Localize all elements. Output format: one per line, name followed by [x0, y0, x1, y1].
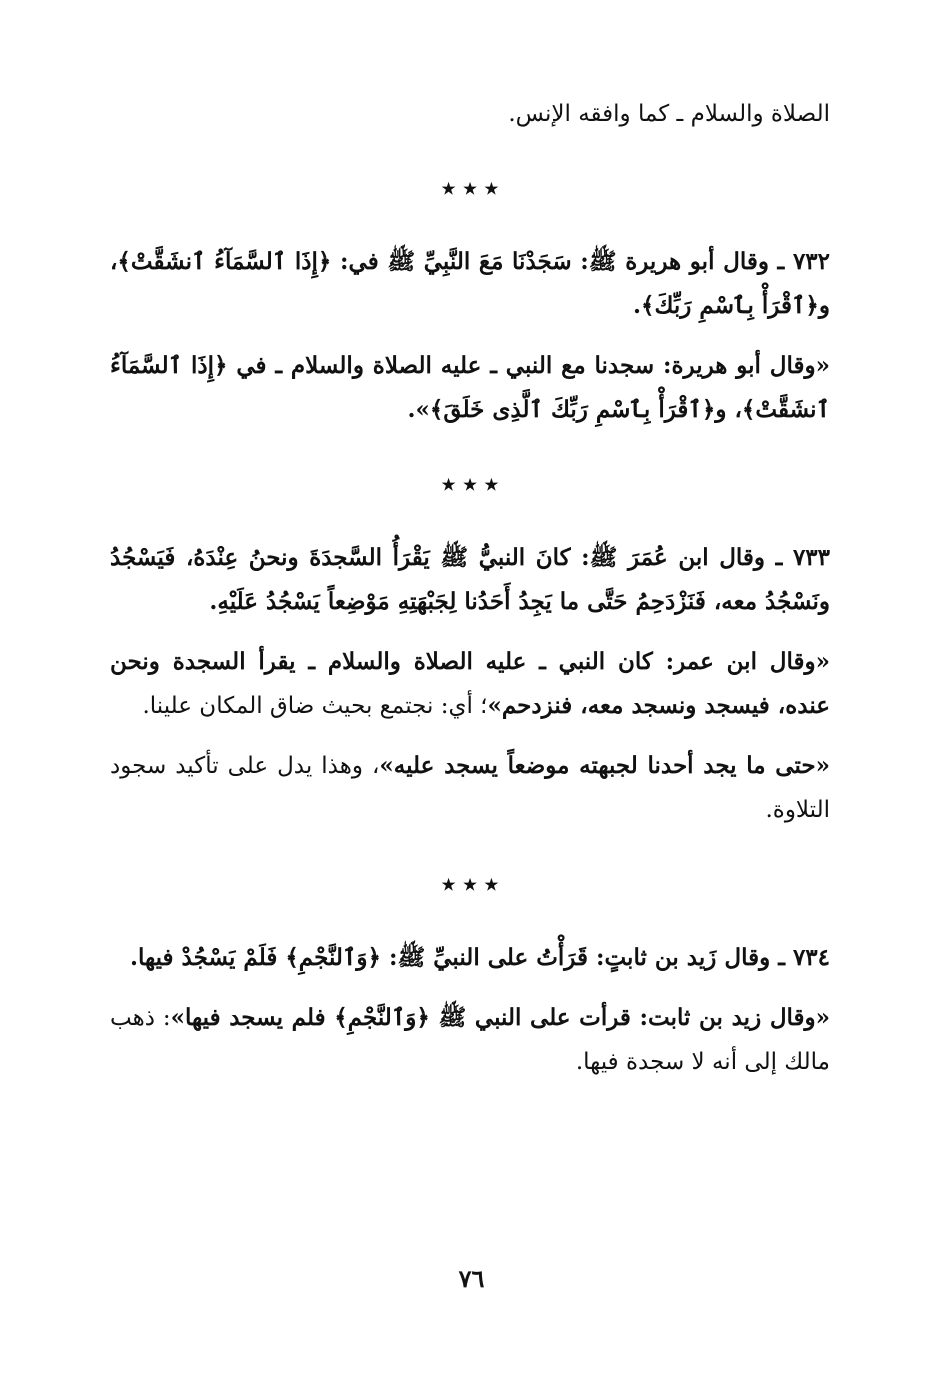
commentary-quote: «وقال ابن عمر: كان النبي ـ عليه الصلاة والسلام ـ يقرأ السجدة ونحن عنده، فيسجد ونسجد معه، فنزدحم» [110, 648, 830, 719]
section-separator: ٭ ٭ ٭ [442, 173, 498, 202]
commentary-quote: «حتى ما يجد أحدنا لجبهته موضعاً يسجد عليه» [379, 752, 830, 779]
hadith-733-commentary-2 [110, 744, 830, 832]
hadith-734-commentary [110, 996, 830, 1084]
commentary-explanation: : ذهب مالك إلى أنه لا سجدة فيها. [110, 1005, 830, 1075]
hadith-733-text: ٧٣٣ ـ وقال ابن عُمَرَ ﷺ: كانَ النبيُّ ﷺ يَقْرَأُ السَّجدَةَ ونحنُ عِنْدَهُ، فَيَسْجُدُ ونَسْجُدُ معه، فَنَزْدَحِمُ حَتَّى ما يَجِدُ أَحَدُنا لِجَبْهَتِهِ مَوْضِعاً يَسْجُدُ عَلَيْهِ. [110, 544, 830, 615]
hadith-732-commentary: «وقال أبو هريرة: سجدنا مع النبي ـ عليه الصلاة والسلام ـ في ﴿إِذَا ٱلسَّمَآءُ ٱنشَقَّتْ﴾، و﴿ٱقْرَأْ بِٱسْمِ رَبِّكَ ٱلَّذِى خَلَقَ﴾». [110, 352, 830, 423]
hadith-734-text: ٧٣٤ ـ وقال زَيد بن ثابتٍ: قَرَأْتُ على النبيِّ ﷺ: ﴿وَٱلنَّجْمِ﴾ فَلَمْ يَسْجُدْ فيها. [130, 944, 830, 971]
page-number: ٧٦ [458, 1264, 485, 1293]
commentary-quote: «وقال زيد بن ثابت: قرأت على النبي ﷺ ﴿وَٱلنَّجْمِ﴾ فلم يسجد فيها» [170, 1004, 831, 1031]
section-separator: ٭ ٭ ٭ [442, 869, 498, 898]
hadith-732-text: ٧٣٢ ـ وقال أبو هريرة ﷺ: سَجَدْنَا مَعَ النَّبِيِّ ﷺ في: ﴿إِذَا ٱلسَّمَآءُ ٱنشَقَّتْ﴾، و﴿ٱقْرَأْ بِٱسْمِ رَبِّكَ﴾. [110, 248, 830, 319]
commentary-explanation: ، وهذا يدل على تأكيد سجود التلاوة. [110, 753, 830, 823]
commentary-explanation: ؛ أي: نجتمع بحيث ضاق المكان علينا. [142, 693, 488, 719]
page-body [110, 92, 830, 1084]
intro-line: الصلاة والسلام ـ كما وافقه الإنس. [508, 101, 830, 127]
hadith-733-commentary-1 [110, 640, 830, 728]
section-separator: ٭ ٭ ٭ [442, 469, 498, 498]
